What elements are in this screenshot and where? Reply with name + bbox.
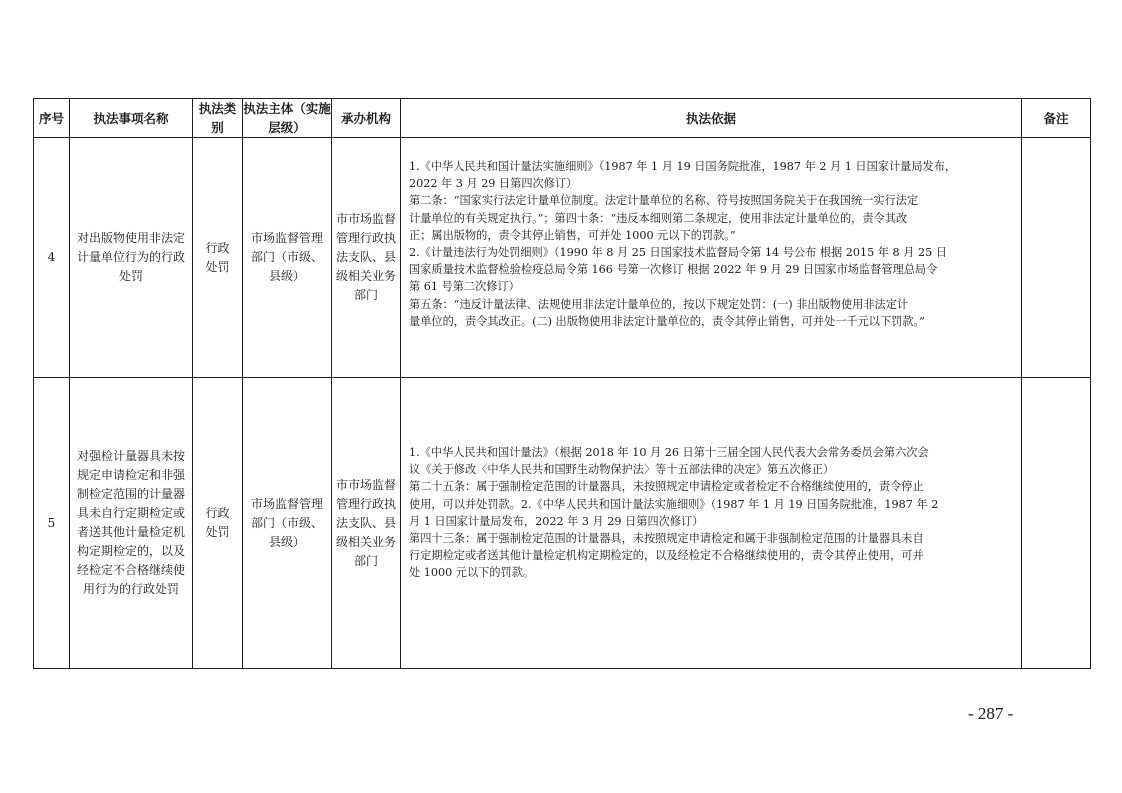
row-remarks [1022, 378, 1091, 669]
row-remarks [1022, 138, 1091, 378]
basis-line: 正；属出版物的，责令其停止销售，可并处 1000 元以下的罚款。” [409, 228, 736, 242]
category-text: 行政处罚 [205, 240, 230, 274]
basis-line: 第四十三条：属于强制检定范围的计量器具，未按照规定申请检定和属于非强制检定范围的计量器具未自 [409, 532, 924, 546]
subject-text: 市场监督管理部门（市级、县级） [250, 231, 323, 283]
header-subject: 执法主体（实施层级） [243, 99, 332, 138]
row-agency [332, 138, 401, 378]
basis-line: 第五条：“违反计量法律、法规使用非法定计量单位的，按以下规定处罚：(一) 非出版物使用非法定计 [409, 297, 909, 311]
row-category [193, 138, 243, 378]
row-subject [243, 138, 332, 378]
header-item-name: 执法事项名称 [70, 99, 193, 138]
agency-text: 市市场监督管理行政执法支队、县级相关业务部门 [335, 477, 396, 568]
enforcement-table [33, 98, 1091, 669]
row-basis [401, 138, 1022, 378]
basis-line: 议《关于修改〈中华人民共和国野生动物保护法〉等十五部法律的决定》第五次修正） [409, 463, 835, 477]
row-item-name [70, 378, 193, 669]
header-remarks: 备注 [1022, 99, 1091, 138]
table-row [34, 138, 1091, 378]
basis-line: 第二条：“国家实行法定计量单位制度。法定计量单位的名称、符号按照国务院关于在我国统一实行法定 [409, 194, 919, 208]
basis-line: 量单位的，责令其改正。(二) 出版物使用非法定计量单位的，责令其停止销售，可并处一千元以下罚款。” [409, 314, 925, 328]
table-header-row [34, 99, 1091, 138]
header-agency: 承办机构 [332, 99, 401, 138]
basis-line: 国家质量技术监督检验检疫总局令第 166 号第一次修订 根据 2022 年 9 月 29 日国家市场监督管理总局令 [409, 263, 938, 277]
row-seq: 5 [34, 378, 70, 669]
basis-line: 2022 年 3 月 29 日第四次修订） [409, 177, 578, 191]
category-text: 行政处罚 [205, 506, 230, 539]
header-category: 执法类别 [193, 99, 243, 138]
table-row [34, 378, 1091, 669]
item-name-text: 对出版物使用非法定计量单位行为的行政处罚 [76, 231, 185, 283]
header-seq: 序号 [34, 99, 70, 138]
basis-line: 处 1000 元以下的罚款。 [409, 566, 535, 580]
subject-text: 市场监督管理部门（市级、县级） [250, 496, 323, 549]
row-seq: 4 [34, 138, 70, 378]
row-basis [401, 378, 1022, 669]
header-basis: 执法依据 [401, 99, 1022, 138]
page-number: - 287 - [968, 704, 1014, 723]
basis-line: 1.《中华人民共和国计量法》（根据 2018 年 10 月 26 日第十三届全国人民代表大会常务委员会第六次会 [409, 446, 929, 459]
item-name-text: 对强检计量器具未按规定申请检定和非强制检定范围的计量器具未自行定期检定或者送其他计量检定机构定期检定的，以及经检定不合格继续使用行为的行政处罚 [76, 449, 185, 596]
basis-line: 第 61 号第二次修订） [409, 280, 520, 294]
row-agency [332, 378, 401, 669]
basis-line: 使用，可以并处罚款。2.《中华人民共和国计量法实施细则》（1987 年 1 月 19 日国务院批准，1987 年 2 [409, 497, 939, 511]
basis-line: 2.《计量违法行为处罚细则》（1990 年 8 月 25 日国家技术监督局令第 14 号公布 根据 2015 年 8 月 25 日 [409, 246, 947, 260]
basis-line: 第二十五条：属于强制检定范围的计量器具，未按照规定申请检定或者检定不合格继续使用的，责令停止 [409, 480, 924, 494]
basis-line: 月 1 日国家计量局发布，2022 年 3 月 29 日第四次修订） [409, 514, 704, 528]
row-subject [243, 378, 332, 669]
basis-line: 行定期检定或者送其他计量检定机构定期检定的，以及经检定不合格继续使用的，责令其停止使用，可并 [409, 549, 924, 563]
row-item-name [70, 138, 193, 378]
basis-line: 计量单位的有关规定执行。”；第四十条：“违反本细则第二条规定，使用非法定计量单位的，责令其改 [409, 211, 908, 225]
row-category [193, 378, 243, 669]
basis-line: 1.《中华人民共和国计量法实施细则》（1987 年 1 月 19 日国务院批准，1987 年 2 月 1 日国家计量局发布， [409, 160, 957, 173]
agency-text: 市市场监督管理行政执法支队、县级相关业务部门 [335, 212, 396, 302]
